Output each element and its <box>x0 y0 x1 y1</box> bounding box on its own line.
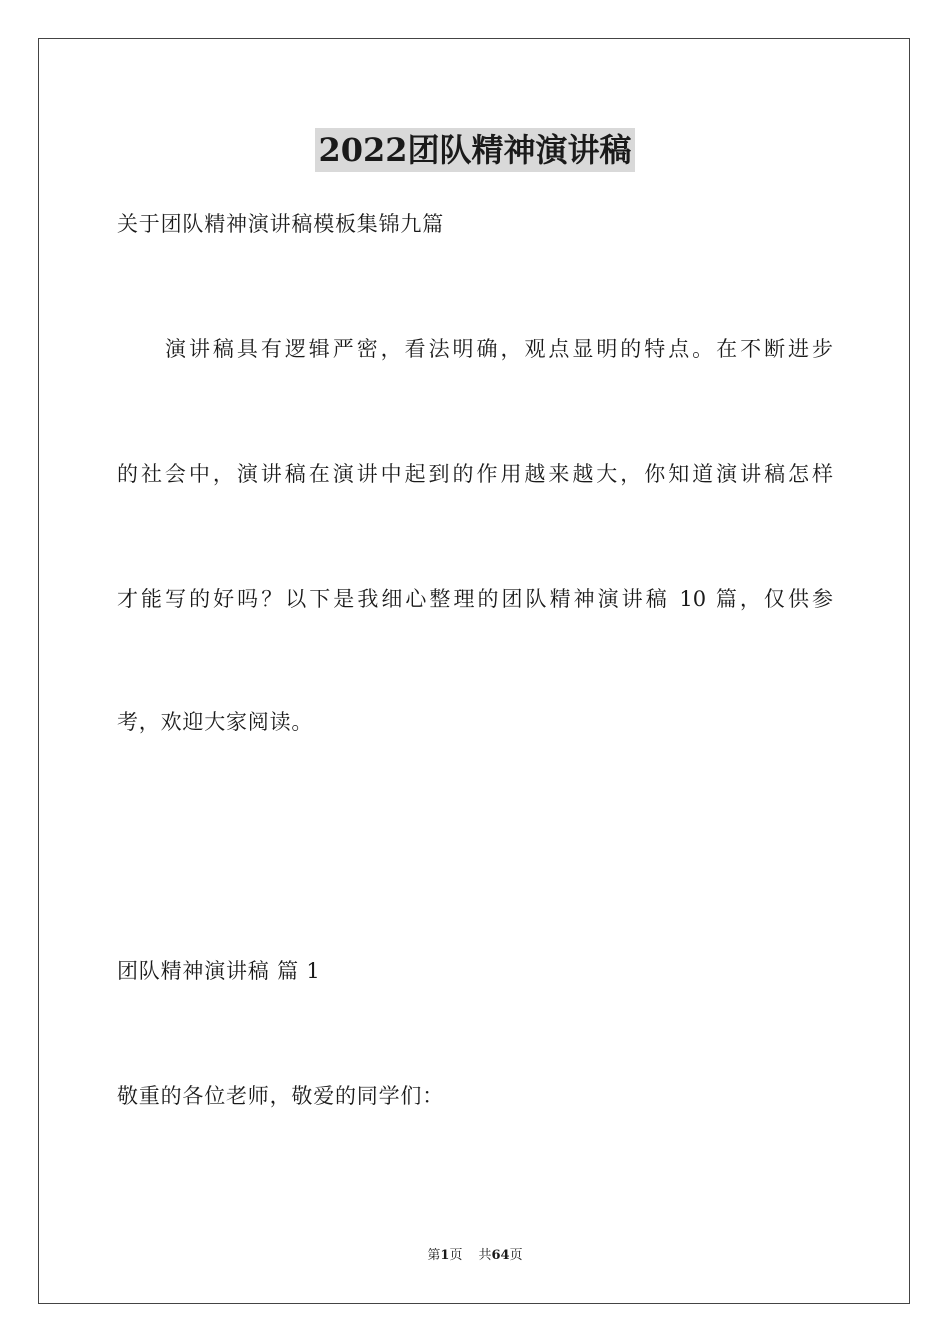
document-title-block <box>0 128 950 178</box>
footer-page-suffix: 页 <box>449 1248 463 1263</box>
document-title: 2022团队精神演讲稿 <box>315 128 634 172</box>
footer-total-suffix: 页 <box>509 1248 523 1263</box>
section-heading: 团队精神演讲稿 篇 1 <box>117 959 321 983</box>
footer-page-number: 1 <box>440 1248 450 1263</box>
footer-total-pages: 64 <box>491 1248 510 1263</box>
footer-page-prefix: 第 <box>427 1248 441 1263</box>
salutation: 敬重的各位老师，敬爱的同学们： <box>117 1084 444 1108</box>
intro-line-3: 才能写的好吗？以下是我细心整理的团队精神演讲稿 10 篇，仅供参 <box>117 587 833 611</box>
intro-line-4: 考，欢迎大家阅读。 <box>117 710 314 734</box>
intro-line-2: 的社会中，演讲稿在演讲中起到的作用越来越大，你知道演讲稿怎样 <box>117 462 833 486</box>
intro-line-1: 演讲稿具有逻辑严密，看法明确，观点显明的特点。在不断进步 <box>165 337 833 361</box>
page-footer <box>0 1246 950 1266</box>
document-subtitle: 关于团队精神演讲稿模板集锦九篇 <box>117 212 444 236</box>
footer-total-prefix: 共 <box>478 1248 492 1263</box>
